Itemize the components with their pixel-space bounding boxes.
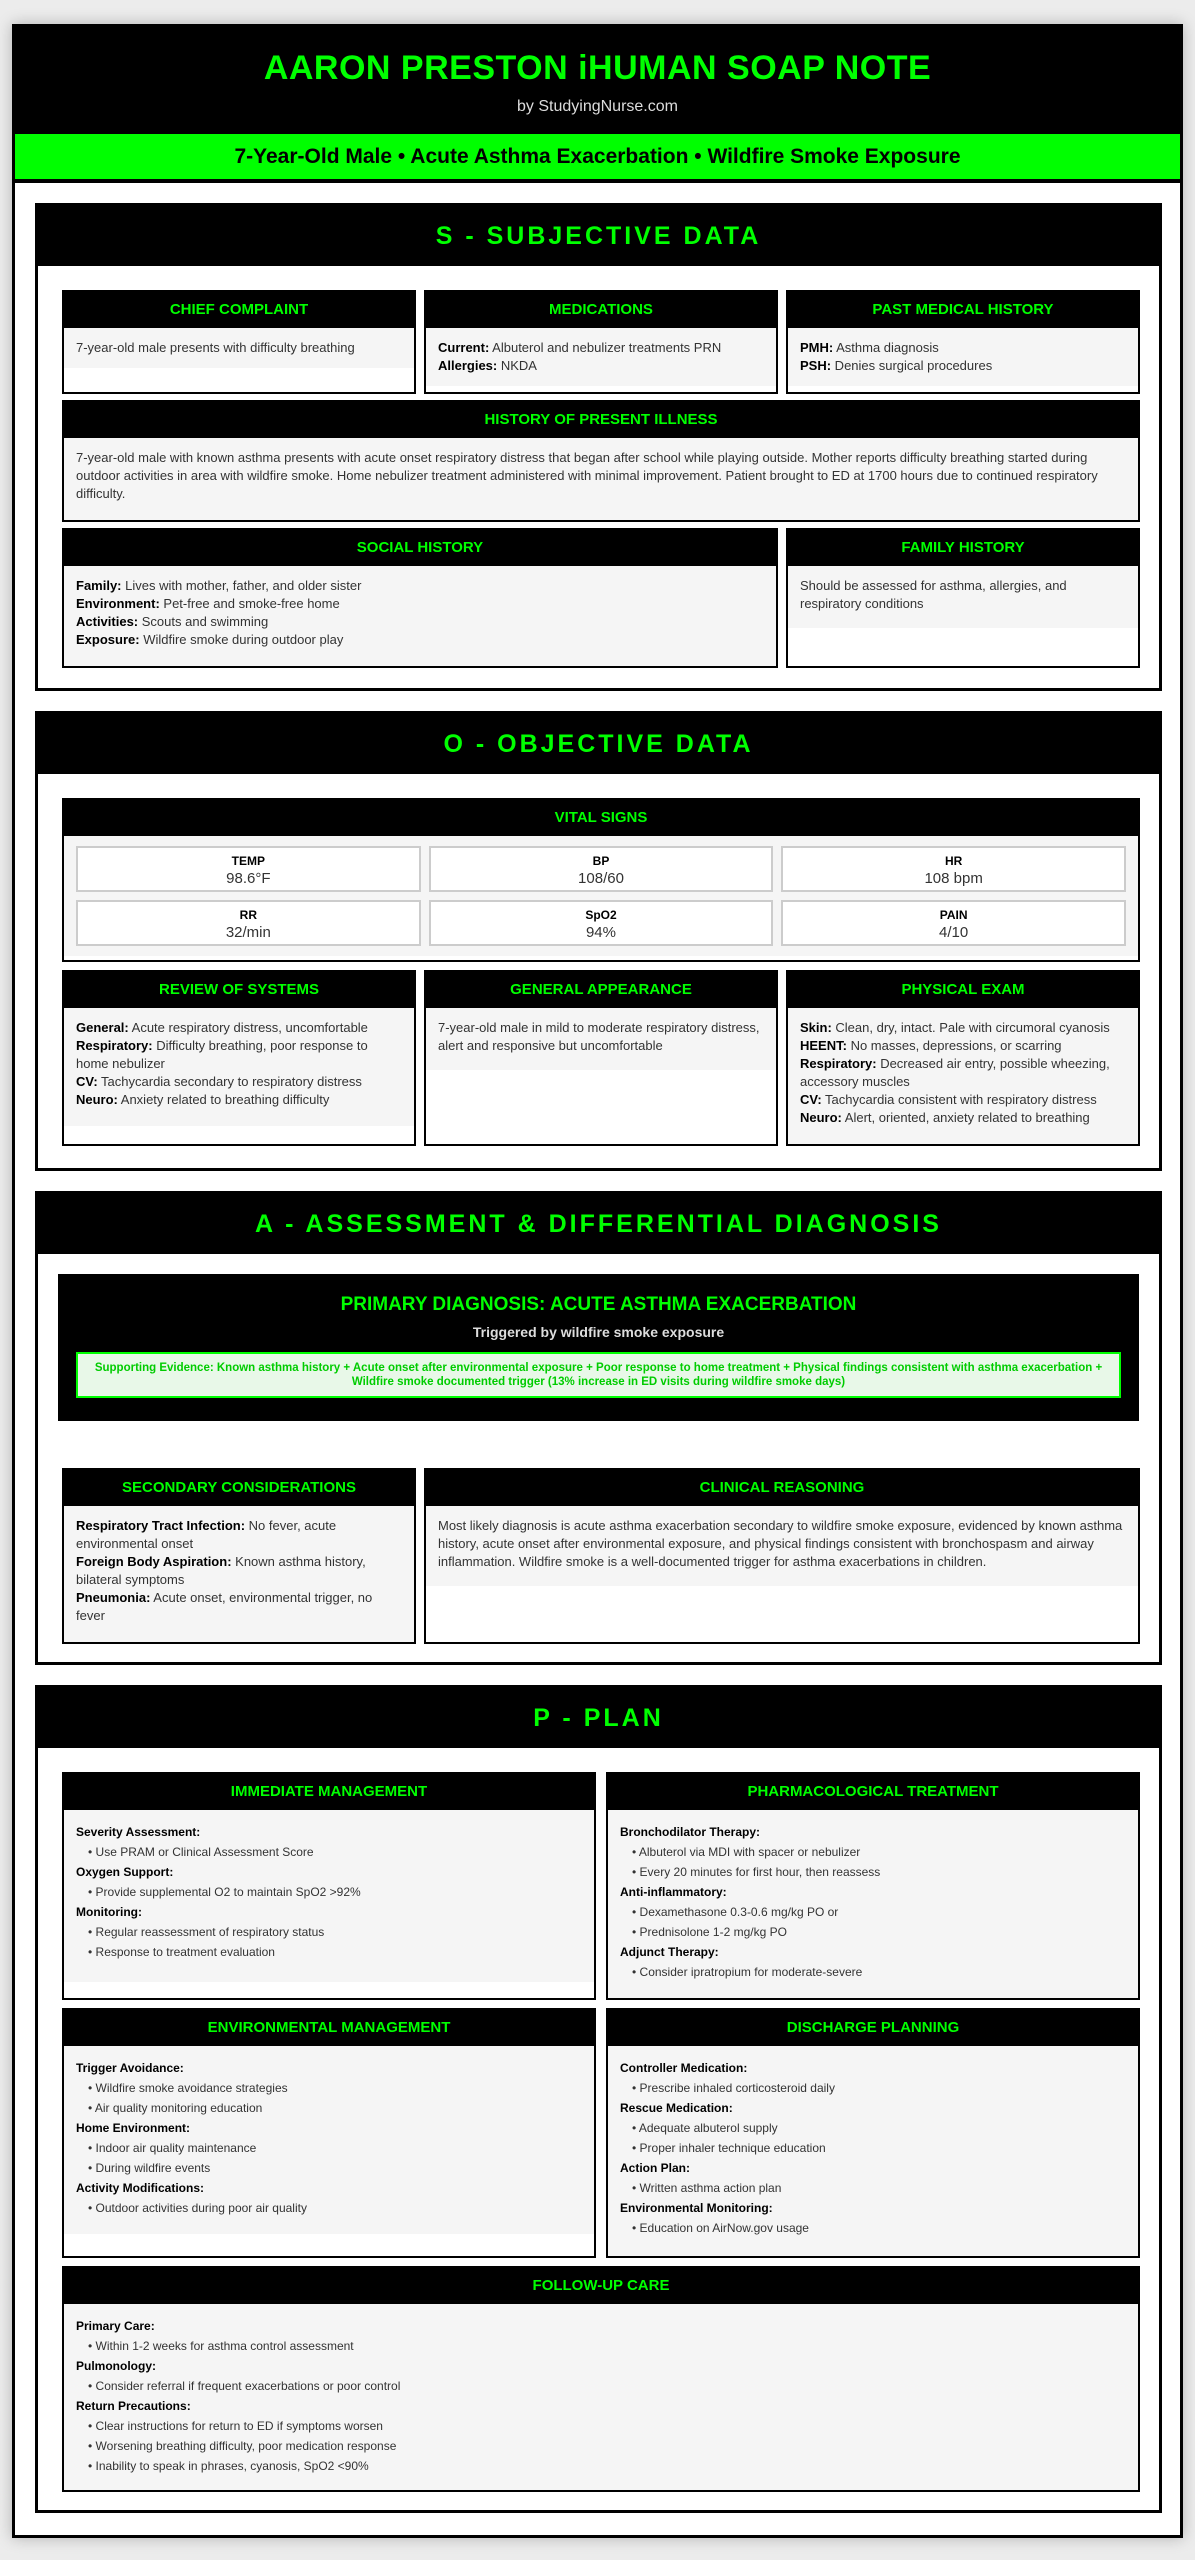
discharge-planning-heading: DISCHARGE PLANNING <box>608 2010 1138 2046</box>
vital-signs-box <box>62 798 1140 962</box>
follow-up-care-body: Primary Care: • Within 1-2 weeks for asthma control assessment Pulmonology: • Consider referral if frequent exacerbations or poor control Return Precautions: • Clear instructions for return to ED if symptoms worsen • Worsening breathing difficulty, poor medication response • Inability to speak in phrases, cyanosis, SpO2 <90% <box>64 2304 1138 2490</box>
plan-title: P - PLAN <box>38 1688 1159 1748</box>
vital-spo2: SpO2 94% <box>429 900 774 946</box>
assessment-section <box>35 1191 1162 1665</box>
physical-exam-heading: PHYSICAL EXAM <box>788 972 1138 1008</box>
clinical-reasoning-text: Most likely diagnosis is acute asthma exacerbation secondary to wildfire smoke exposure, evidenced by known asthma history, acute onset after environmental exposure, and physical findings consistent with bronchospasm and airway inflammation. Wildfire smoke is a well-documented trigger for asthma exacerbations in children. <box>426 1506 1138 1586</box>
environmental-management-box <box>62 2008 596 2258</box>
secondary-considerations-heading: SECONDARY CONSIDERATIONS <box>64 1470 414 1506</box>
vital-bp: BP 108/60 <box>429 846 774 892</box>
byline: by StudyingNurse.com <box>517 98 678 115</box>
general-appearance-heading: GENERAL APPEARANCE <box>426 972 776 1008</box>
diagnosis-trigger: Triggered by wildfire smoke exposure <box>472 1324 725 1340</box>
family-history-text: Should be assessed for asthma, allergies, and respiratory conditions <box>788 566 1138 628</box>
past-medical-history-box <box>786 290 1140 394</box>
subjective-title: S - SUBJECTIVE DATA <box>38 206 1159 266</box>
general-appearance-box <box>424 970 778 1146</box>
soap-note-page <box>12 24 1183 2538</box>
medications-heading: MEDICATIONS <box>426 292 776 328</box>
review-of-systems-box <box>62 970 416 1146</box>
social-history-box <box>62 528 778 668</box>
pharmacological-treatment-body: Bronchodilator Therapy: • Albuterol via MDI with spacer or nebulizer • Every 20 minutes for first hour, then reassess Anti-inflammatory: • Dexamethasone 0.3-0.6 mg/kg PO or • Prednisolone 1-2 mg/kg PO Adjunct Therapy: • Consider ipratropium for moderate-severe <box>608 1810 1138 1998</box>
immediate-management-box <box>62 1772 596 2000</box>
hpi-heading: HISTORY OF PRESENT ILLNESS <box>64 402 1138 438</box>
chief-complaint-text: 7-year-old male presents with difficulty breathing <box>64 328 414 368</box>
page-title: AARON PRESTON iHUMAN SOAP NOTE <box>263 49 932 87</box>
ros-body: General: Acute respiratory distress, uncomfortable Respiratory: Difficulty breathing, poor response to home nebulizer CV: Tachycardia secondary to respiratory distress Neuro: Anxiety related to breathing difficulty <box>64 1008 414 1126</box>
vital-temp: TEMP 98.6°F <box>76 846 421 892</box>
chief-complaint-heading: CHIEF COMPLAINT <box>64 292 414 328</box>
general-appearance-text: 7-year-old male in mild to moderate respiratory distress, alert and responsive but uncomfortable <box>426 1008 776 1070</box>
ros-heading: REVIEW OF SYSTEMS <box>64 972 414 1008</box>
immediate-management-heading: IMMEDIATE MANAGEMENT <box>64 1774 594 1810</box>
follow-up-care-box <box>62 2266 1140 2492</box>
plan-section <box>35 1685 1162 2513</box>
social-history-body: Family: Lives with mother, father, and older sister Environment: Pet-free and smoke-free home Activities: Scouts and swimming Exposure: Wildfire smoke during outdoor play <box>64 566 776 666</box>
medications-body: Current: Albuterol and nebulizer treatments PRN Allergies: NKDA <box>426 328 776 386</box>
vital-pain: PAIN 4/10 <box>781 900 1126 946</box>
vital-signs-heading: VITAL SIGNS <box>64 800 1138 836</box>
hpi-box <box>62 400 1140 522</box>
pharmacological-treatment-box <box>606 1772 1140 2000</box>
objective-section <box>35 711 1162 1171</box>
patient-banner: 7-Year-Old Male • Acute Asthma Exacerbation • Wildfire Smoke Exposure <box>15 130 1180 183</box>
hpi-text: 7-year-old male with known asthma presents with acute onset respiratory distress that began after school while playing outside. Mother reports difficulty breathing started during outdoor activities in area with wildfire smoke. Home nebulizer treatment administered with minimal improvement. Patient brought to ED at 1700 hours due to continued respiratory difficulty. <box>64 438 1138 520</box>
primary-diagnosis-box <box>58 1274 1139 1421</box>
family-history-box <box>786 528 1140 668</box>
vital-signs-grid <box>64 836 1138 956</box>
page-header <box>15 27 1180 130</box>
pmh-body: PMH: Asthma diagnosis PSH: Denies surgical procedures <box>788 328 1138 386</box>
physical-exam-box <box>786 970 1140 1146</box>
clinical-reasoning-box <box>424 1468 1140 1644</box>
environmental-management-body: Trigger Avoidance: • Wildfire smoke avoidance strategies • Air quality monitoring education Home Environment: • Indoor air quality maintenance • During wildfire events Activity Modifications: • Outdoor activities during poor air quality <box>64 2046 594 2234</box>
discharge-planning-body: Controller Medication: • Prescribe inhaled corticosteroid daily Rescue Medication: • Adequate albuterol supply • Proper inhaler technique education Action Plan: • Written asthma action plan Environmental Monitoring: • Education on AirNow.gov usage <box>608 2046 1138 2256</box>
assessment-title: A - ASSESSMENT & DIFFERENTIAL DIAGNOSIS <box>38 1194 1159 1254</box>
immediate-management-body: Severity Assessment: • Use PRAM or Clinical Assessment Score Oxygen Support: • Provide supplemental O2 to maintain SpO2 >92% Monitoring: • Regular reassessment of respiratory status • Response to treatment evaluation <box>64 1810 594 1982</box>
chief-complaint-box <box>62 290 416 394</box>
follow-up-care-heading: FOLLOW-UP CARE <box>64 2268 1138 2304</box>
vital-hr: HR 108 bpm <box>781 846 1126 892</box>
vital-rr: RR 32/min <box>76 900 421 946</box>
physical-exam-body: Skin: Clean, dry, intact. Pale with circumoral cyanosis HEENT: No masses, depressions, or scarring Respiratory: Decreased air entry, possible wheezing, accessory muscles CV: Tachycardia consistent with respiratory distress Neuro: Alert, oriented, anxiety related to breathing <box>788 1008 1138 1144</box>
medications-box <box>424 290 778 394</box>
secondary-considerations-box <box>62 1468 416 1644</box>
supporting-evidence: Supporting Evidence: Known asthma history + Acute onset after environmental exposure + Poor response to home treatment + Physical findings consistent with asthma exacerbation + Wildfire smoke documented trigger (13% increase in ED visits during wildfire smoke days) <box>76 1352 1121 1398</box>
discharge-planning-box <box>606 2008 1140 2258</box>
social-history-heading: SOCIAL HISTORY <box>64 530 776 566</box>
pmh-heading: PAST MEDICAL HISTORY <box>788 292 1138 328</box>
subjective-section <box>35 203 1162 691</box>
objective-title: O - OBJECTIVE DATA <box>38 714 1159 774</box>
primary-diagnosis: PRIMARY DIAGNOSIS: ACUTE ASTHMA EXACERBATION <box>340 1294 857 1315</box>
pharmacological-treatment-heading: PHARMACOLOGICAL TREATMENT <box>608 1774 1138 1810</box>
family-history-heading: FAMILY HISTORY <box>788 530 1138 566</box>
clinical-reasoning-heading: CLINICAL REASONING <box>426 1470 1138 1506</box>
secondary-considerations-body: Respiratory Tract Infection: No fever, acute environmental onset Foreign Body Aspiration: Known asthma history, bilateral symptoms Pneumonia: Acute onset, environmental trigger, no fever <box>64 1506 414 1642</box>
environmental-management-heading: ENVIRONMENTAL MANAGEMENT <box>64 2010 594 2046</box>
